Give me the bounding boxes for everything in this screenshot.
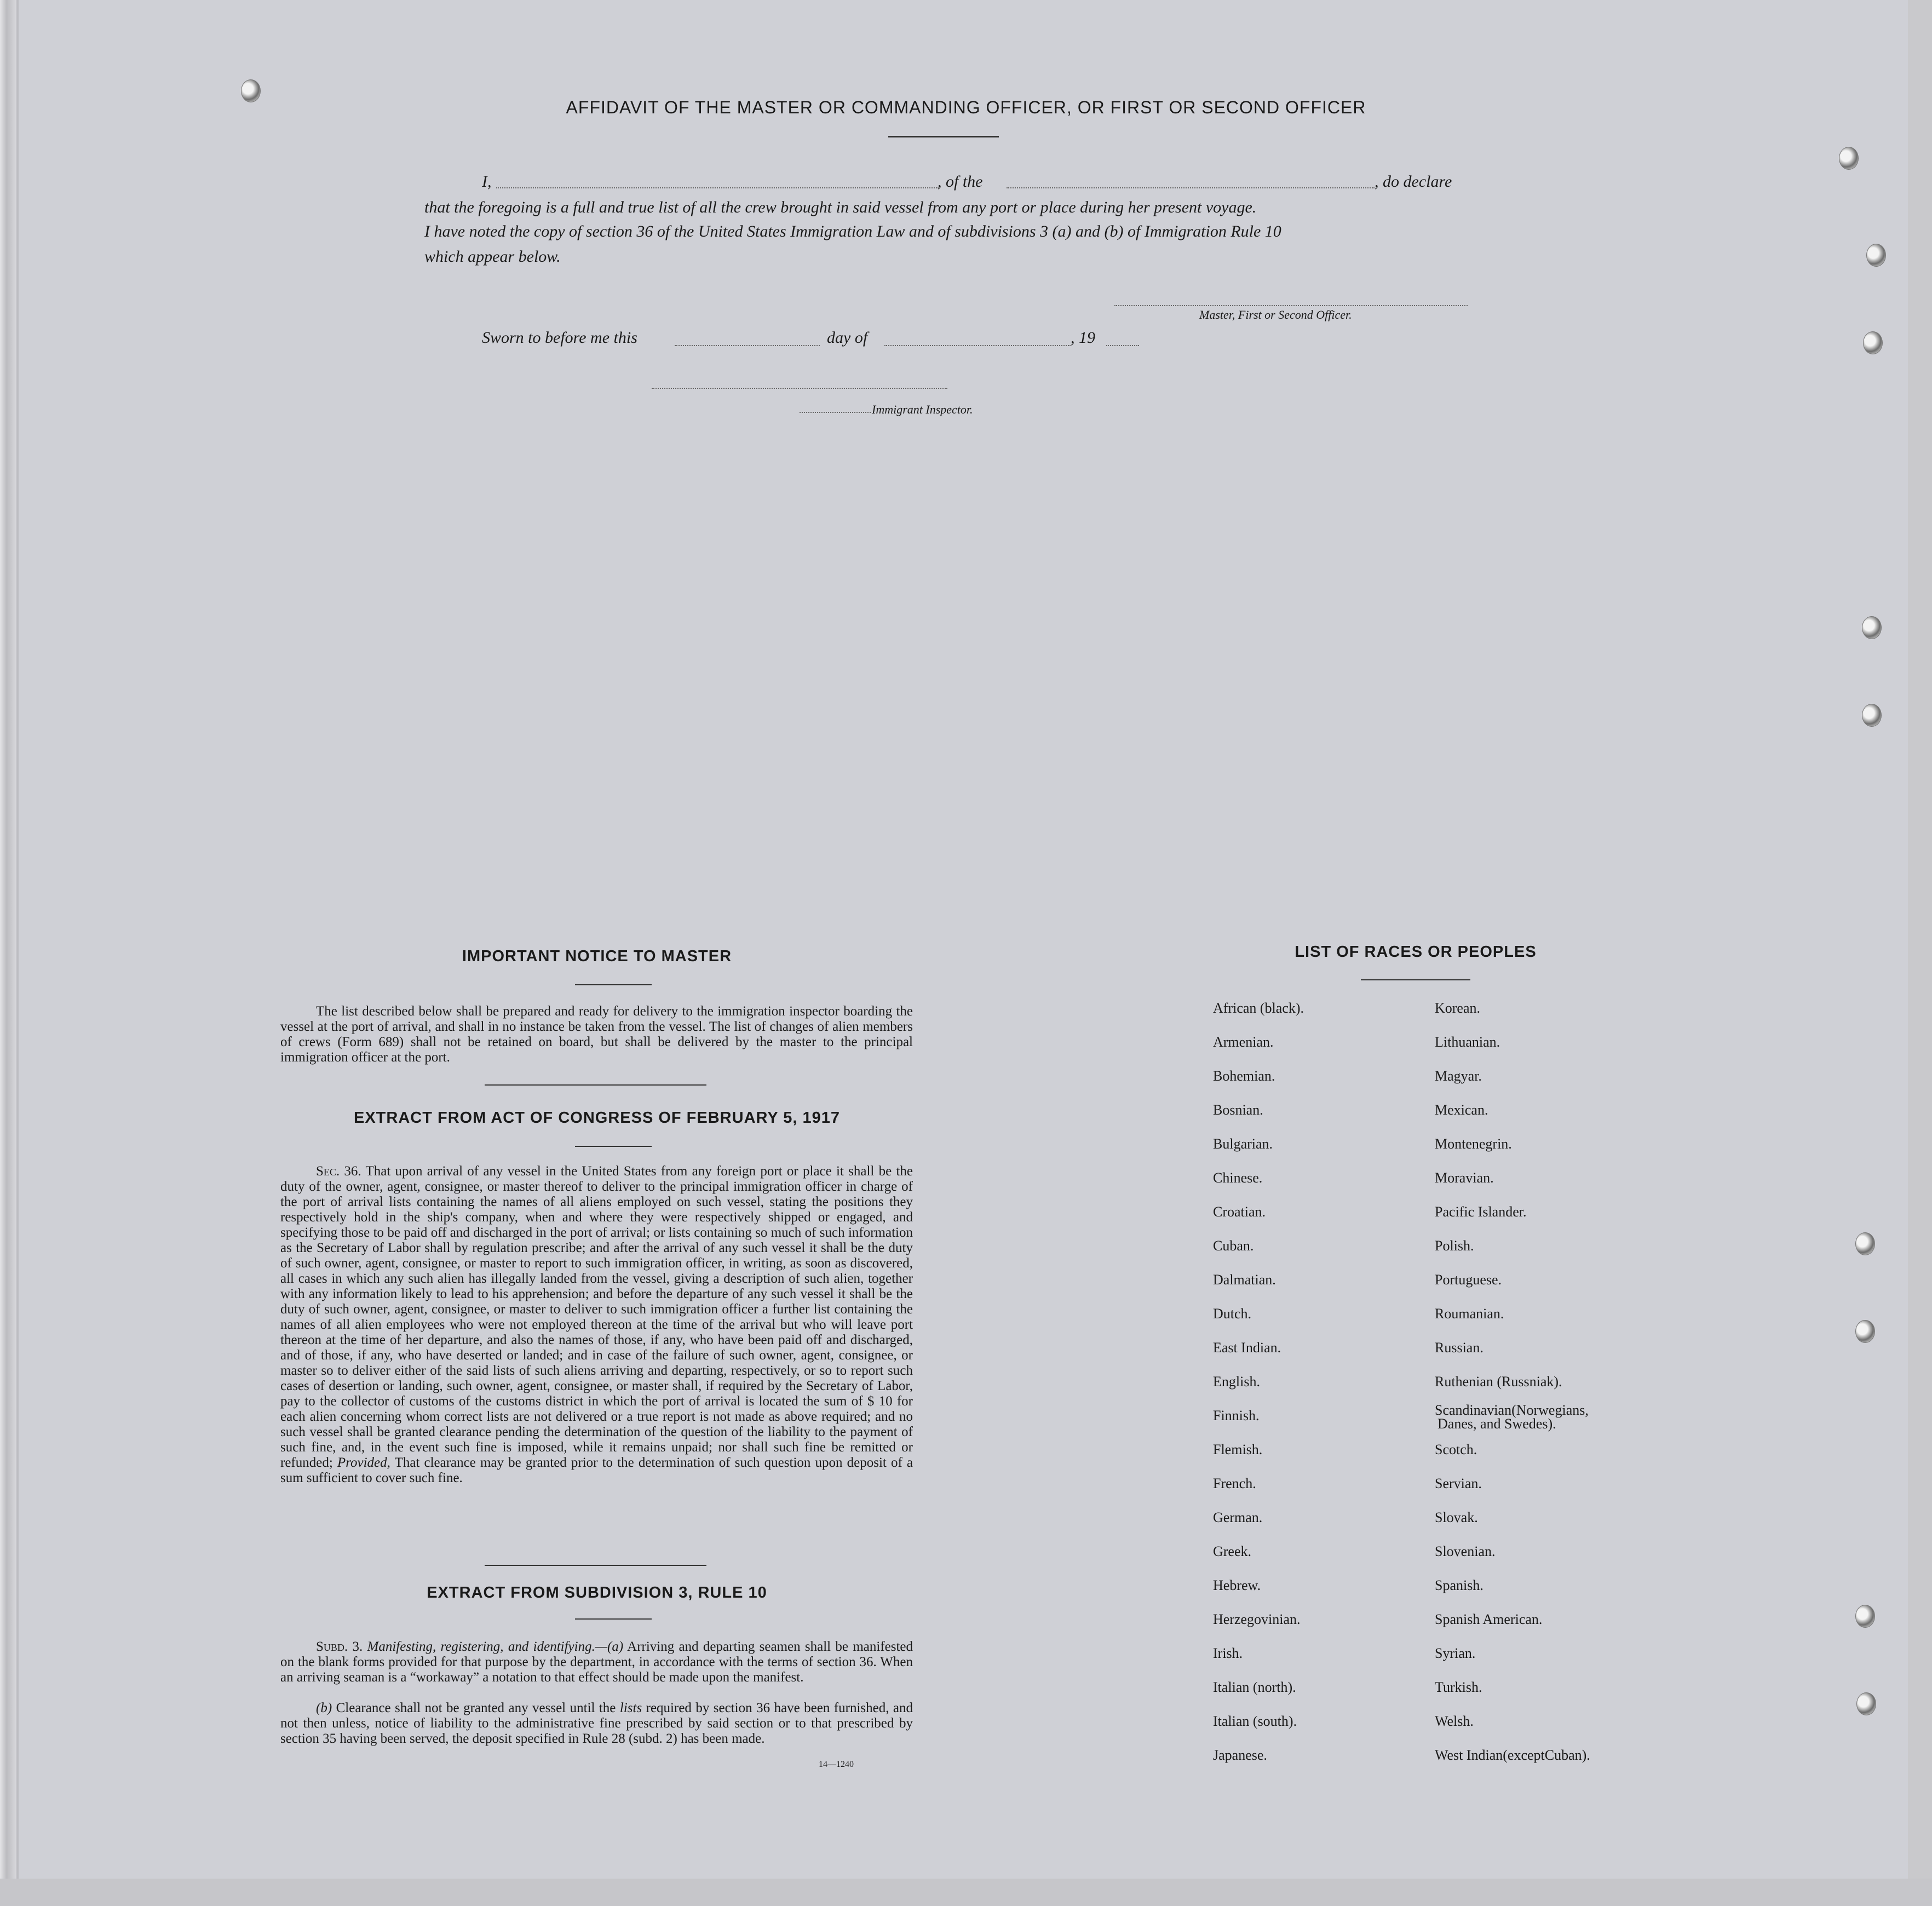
vessel-label: , of the <box>938 173 983 191</box>
subd-b-lists: lists <box>619 1701 642 1715</box>
race-item: Syrian. <box>1435 1645 1476 1661</box>
race-item: Servian. <box>1435 1476 1482 1491</box>
rule-text-b <box>280 1701 913 1747</box>
affidavit-line-2: I have noted the copy of section 36 of the United States Immigration Law and of subdivisions 3 (a) and (b) of Immigration Rule 10 <box>424 222 1281 240</box>
race-item: Dutch. <box>1213 1306 1252 1322</box>
punch-hole <box>1855 1232 1875 1255</box>
act-section-label: Sec. 36. <box>316 1164 361 1179</box>
race-item: Hebrew. <box>1213 1577 1261 1593</box>
race-item: Flemish. <box>1213 1442 1263 1457</box>
race-item: Montenegrin. <box>1435 1136 1512 1152</box>
inspector-label: Immigrant Inspector. <box>872 403 973 416</box>
form-number: 14—1240 <box>819 1760 854 1769</box>
rule-text-a <box>280 1639 913 1685</box>
punch-hole <box>1863 331 1883 354</box>
race-item: African (black). <box>1213 1000 1304 1016</box>
divider <box>1361 979 1470 980</box>
race-item: Ruthenian (Russniak). <box>1435 1374 1562 1390</box>
race-item: Portuguese. <box>1435 1272 1502 1288</box>
punch-hole <box>1855 1320 1875 1343</box>
act-provided: Provided, <box>337 1455 390 1470</box>
act-text <box>280 1164 913 1486</box>
punch-hole <box>1839 147 1859 170</box>
race-item: Lithuanian. <box>1435 1034 1500 1050</box>
inspector-leader <box>800 412 871 413</box>
subd-b-label: (b) <box>316 1701 332 1715</box>
race-item: Korean. <box>1435 1000 1481 1016</box>
race-item: West Indian(exceptCuban). <box>1435 1747 1590 1763</box>
divider <box>575 1146 652 1147</box>
race-item: Moravian. <box>1435 1170 1494 1186</box>
vessel-name-field[interactable] <box>1007 187 1375 188</box>
race-item: Japanese. <box>1213 1747 1267 1763</box>
subd-label: Subd. 3. <box>316 1639 363 1654</box>
subd-b-text-2: required by section 36 have been furnished, and not then unless, notice of liability to the administrative fine prescribed by said section or to that prescribed by section 35 having been served, the deposit specified in Rule 28 (subd. 2) has been made. <box>280 1701 913 1746</box>
officer-signature-field[interactable] <box>1114 305 1468 306</box>
race-item: Scandinavian(Norwegians, <box>1435 1402 1589 1418</box>
race-item: English. <box>1213 1374 1260 1390</box>
act-body-end: That clearance may be granted prior to the determination of such question upon deposit of a sum sufficient to cover such fine. <box>280 1455 913 1485</box>
punch-hole <box>1862 616 1882 639</box>
race-item: Croatian. <box>1213 1204 1266 1220</box>
declarant-name-field[interactable] <box>496 187 939 188</box>
day-of-label: day of <box>827 329 868 347</box>
act-body: That upon arrival of any vessel in the United States from any foreign port or place it shall be the duty of the owner, agent, consignee, or master thereof to deliver to the principal immigration officer in charge of the port of arrival lists containing the names of all aliens employed on such vessel, stating the positions they respectively hold in the ship's company, when and where they were respectively shipped or engaged, and specifying those to be paid off and discharged in the port of arrival; or lists containing so much of such information as the Secretary of Labor shall by regulation prescribe; and after the arrival of any such vessel it shall be the duty of such owner, agent, consignee, or master to report to such immigration officer, in writing, as soon as discovered, all cases in which any such alien has illegally landed from the vessel, giving a description of such alien, together with any information likely to lead to his apprehension; and before the departure of any such vessel it shall be the duty of such owner, agent, consignee, or master to deliver to such immigration officer a further list containing the names of all alien employees who were not employed thereon at the time of the arrival but who will leave port thereon at the time of her departure, and also the names of those, if any, who have been paid off and discharged, and of those, if any, who have deserted or landed; and in case of the failure of such owner, agent, consignee, or master so to deliver either of the said lists of such aliens arriving and departing, respectively, or so to report such cases of desertion or landing, such owner, agent, consignee, or master shall, if required by the Secretary of Labor, pay to the collector of customs of the customs district in which the port of arrival is located the sum of $ 10 for each alien concerning whom correct lists are not delivered or a true report is not made as above required; and no such vessel shall be granted clearance pending the determination of the question of the liability to the payment of such fine, and, in the event such fine is imposed, while it remains unpaid; nor shall such fine be remitted or refunded; <box>280 1164 913 1470</box>
notice-title: IMPORTANT NOTICE TO MASTER <box>462 948 732 965</box>
declare-label: , do declare <box>1375 173 1452 191</box>
race-item: Finnish. <box>1213 1408 1260 1423</box>
affidavit-line-1: that the foregoing is a full and true list of all the crew brought in said vessel from any port or place during her present voyage. <box>424 198 1257 216</box>
race-item: Dalmatian. <box>1213 1272 1276 1288</box>
year-label: , 19 <box>1071 329 1095 347</box>
race-item: Irish. <box>1213 1645 1243 1661</box>
race-item: Chinese. <box>1213 1170 1263 1186</box>
notice-text: The list described below shall be prepared and ready for delivery to the immigration inspector boarding the vessel at the port of arrival, and shall in no instance be taken from the vessel. The list of changes of alien members of crews (Form 689) shall not be retained on board, but shall be delivered by the master to the principal immigration officer at the port. <box>280 1004 913 1065</box>
race-item: Cuban. <box>1213 1238 1254 1254</box>
race-item: Polish. <box>1435 1238 1474 1254</box>
sworn-label: Sworn to before me this <box>482 329 637 347</box>
divider <box>575 1618 652 1620</box>
sworn-year-field[interactable] <box>1106 345 1139 346</box>
act-title: EXTRACT FROM ACT OF CONGRESS OF FEBRUARY 5, 1917 <box>353 1109 841 1127</box>
race-item: Turkish. <box>1435 1679 1482 1695</box>
race-item: Bulgarian. <box>1213 1136 1273 1152</box>
race-item: Magyar. <box>1435 1068 1482 1084</box>
race-item: French. <box>1213 1476 1256 1491</box>
divider <box>888 136 999 137</box>
race-item: East Indian. <box>1213 1340 1281 1356</box>
race-item: Pacific Islander. <box>1435 1204 1527 1220</box>
subd-heading: Manifesting, registering, and identifying.—(a) <box>367 1639 624 1654</box>
inspector-signature-field[interactable] <box>652 388 947 389</box>
subd-b-text-1: Clearance shall not be granted any vessel until the <box>336 1701 616 1715</box>
rule-title: EXTRACT FROM SUBDIVISION 3, RULE 10 <box>427 1584 767 1601</box>
divider <box>485 1565 706 1566</box>
race-item: Russian. <box>1435 1340 1484 1356</box>
race-item: Mexican. <box>1435 1102 1488 1118</box>
punch-hole <box>1855 1605 1875 1628</box>
race-item: Herzegovinian. <box>1213 1611 1301 1627</box>
race-item: Armenian. <box>1213 1034 1274 1050</box>
races-title: LIST OF RACES OR PEOPLES <box>1295 943 1537 961</box>
race-item: Italian (north). <box>1213 1679 1296 1695</box>
officer-signature-label: Master, First or Second Officer. <box>1199 308 1352 322</box>
sworn-day-field[interactable] <box>675 345 820 346</box>
race-item: Roumanian. <box>1435 1306 1504 1322</box>
divider <box>575 984 652 985</box>
declarant-label: I, <box>482 173 492 191</box>
race-item: Italian (south). <box>1213 1713 1297 1729</box>
race-item: German. <box>1213 1509 1263 1525</box>
punch-hole <box>1856 1692 1876 1715</box>
page-edge <box>0 0 16 1906</box>
race-item: Scotch. <box>1435 1442 1477 1457</box>
punch-hole <box>1862 704 1882 727</box>
scan-border <box>0 1879 1932 1906</box>
punch-hole <box>1866 244 1886 267</box>
race-item: Greek. <box>1213 1543 1252 1559</box>
race-item-continuation: Danes, and Swedes). <box>1438 1416 1556 1432</box>
race-item: Slovak. <box>1435 1509 1478 1525</box>
race-item: Bohemian. <box>1213 1068 1275 1084</box>
divider <box>485 1084 706 1086</box>
sworn-month-field[interactable] <box>884 345 1071 346</box>
affidavit-line-3: which appear below. <box>424 248 561 266</box>
affidavit-title: AFFIDAVIT OF THE MASTER OR COMMANDING OFFICER, OR FIRST OR SECOND OFFICER <box>566 97 1366 117</box>
race-item: Slovenian. <box>1435 1543 1496 1559</box>
race-item: Bosnian. <box>1213 1102 1263 1118</box>
race-item: Welsh. <box>1435 1713 1474 1729</box>
subd-a-text: Arriving and departing seamen shall be manifested on the blank forms provided for that purpose by the department, in accordance with the terms of section 36. When an arriving seaman is a “workaway” a notation to that effect should be made upon the manifest. <box>280 1639 913 1685</box>
race-item: Spanish American. <box>1435 1611 1543 1627</box>
race-item: Spanish. <box>1435 1577 1484 1593</box>
